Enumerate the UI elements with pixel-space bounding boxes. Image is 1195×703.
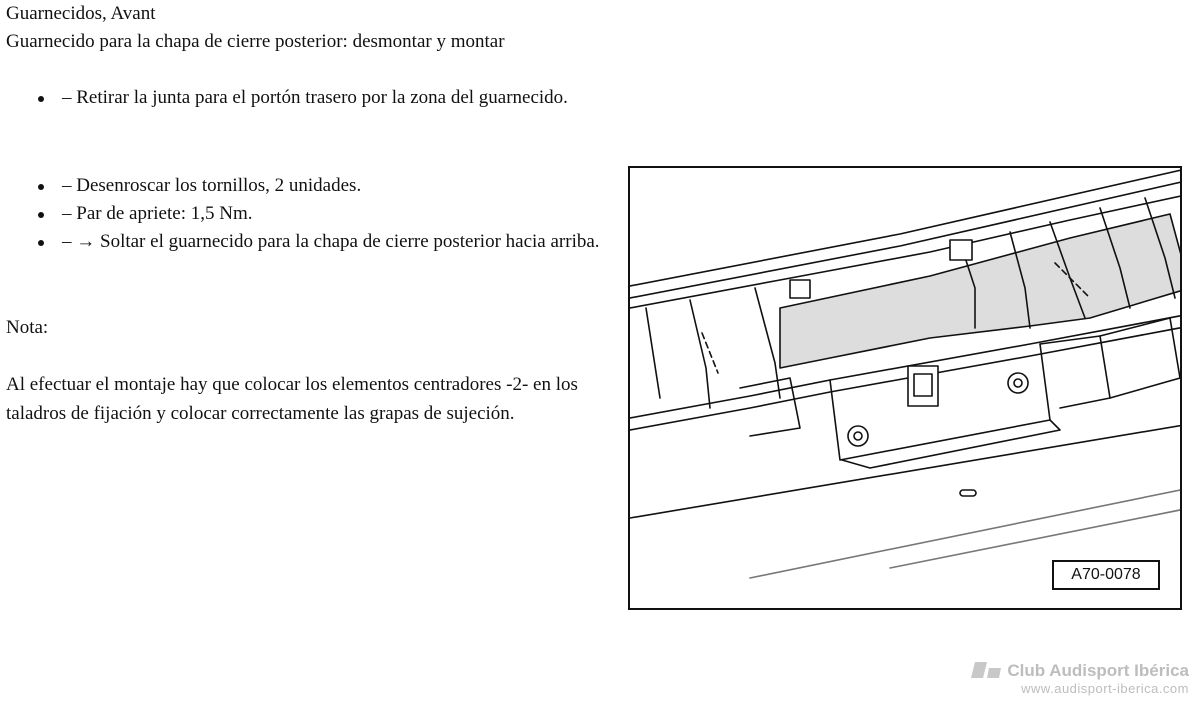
- step-text: – Par de apriete: 1,5 Nm.: [62, 203, 253, 224]
- watermark: [939, 661, 1189, 697]
- step-list-2: [0, 172, 600, 256]
- list-item: [0, 200, 600, 228]
- list-item: [0, 84, 700, 112]
- figure-illustration: [628, 166, 1182, 610]
- bullet-icon: [38, 212, 44, 218]
- step-text: – Desenroscar los tornillos, 2 unidades.: [62, 175, 362, 196]
- watermark-url: www.audisport-iberica.com: [1021, 681, 1189, 696]
- bullet-icon: [38, 240, 44, 246]
- step-text: – → Soltar el guarnecido para la chapa de cierre posterior hacia arriba.: [62, 231, 600, 252]
- note-label: Nota:: [6, 317, 49, 338]
- figure-label: A70-0078: [1052, 560, 1160, 590]
- watermark-brand-text: Club Audisport Ibérica: [1007, 661, 1189, 680]
- document-subtitle: Guarnecido para la chapa de cierre posterior: desmontar y montar: [6, 31, 505, 52]
- bullet-icon: [38, 184, 44, 190]
- step-text: – Retirar la junta para el portón trasero por la zona del guarnecido.: [62, 87, 568, 108]
- list-item: [0, 172, 600, 200]
- document-title: Guarnecidos, Avant: [6, 3, 156, 24]
- note-text: Al efectuar el montaje hay que colocar los elementos centradores -2- en los taladros de fijación y colocar correctamente las grapas de sujeción.: [6, 374, 578, 424]
- list-item: [0, 228, 600, 256]
- step-list-1: [0, 84, 700, 112]
- tailgate-trim-drawing: [630, 168, 1180, 608]
- bullet-icon: [38, 96, 44, 102]
- watermark-brand: [939, 661, 1189, 681]
- audisport-logo-icon: [971, 662, 1001, 678]
